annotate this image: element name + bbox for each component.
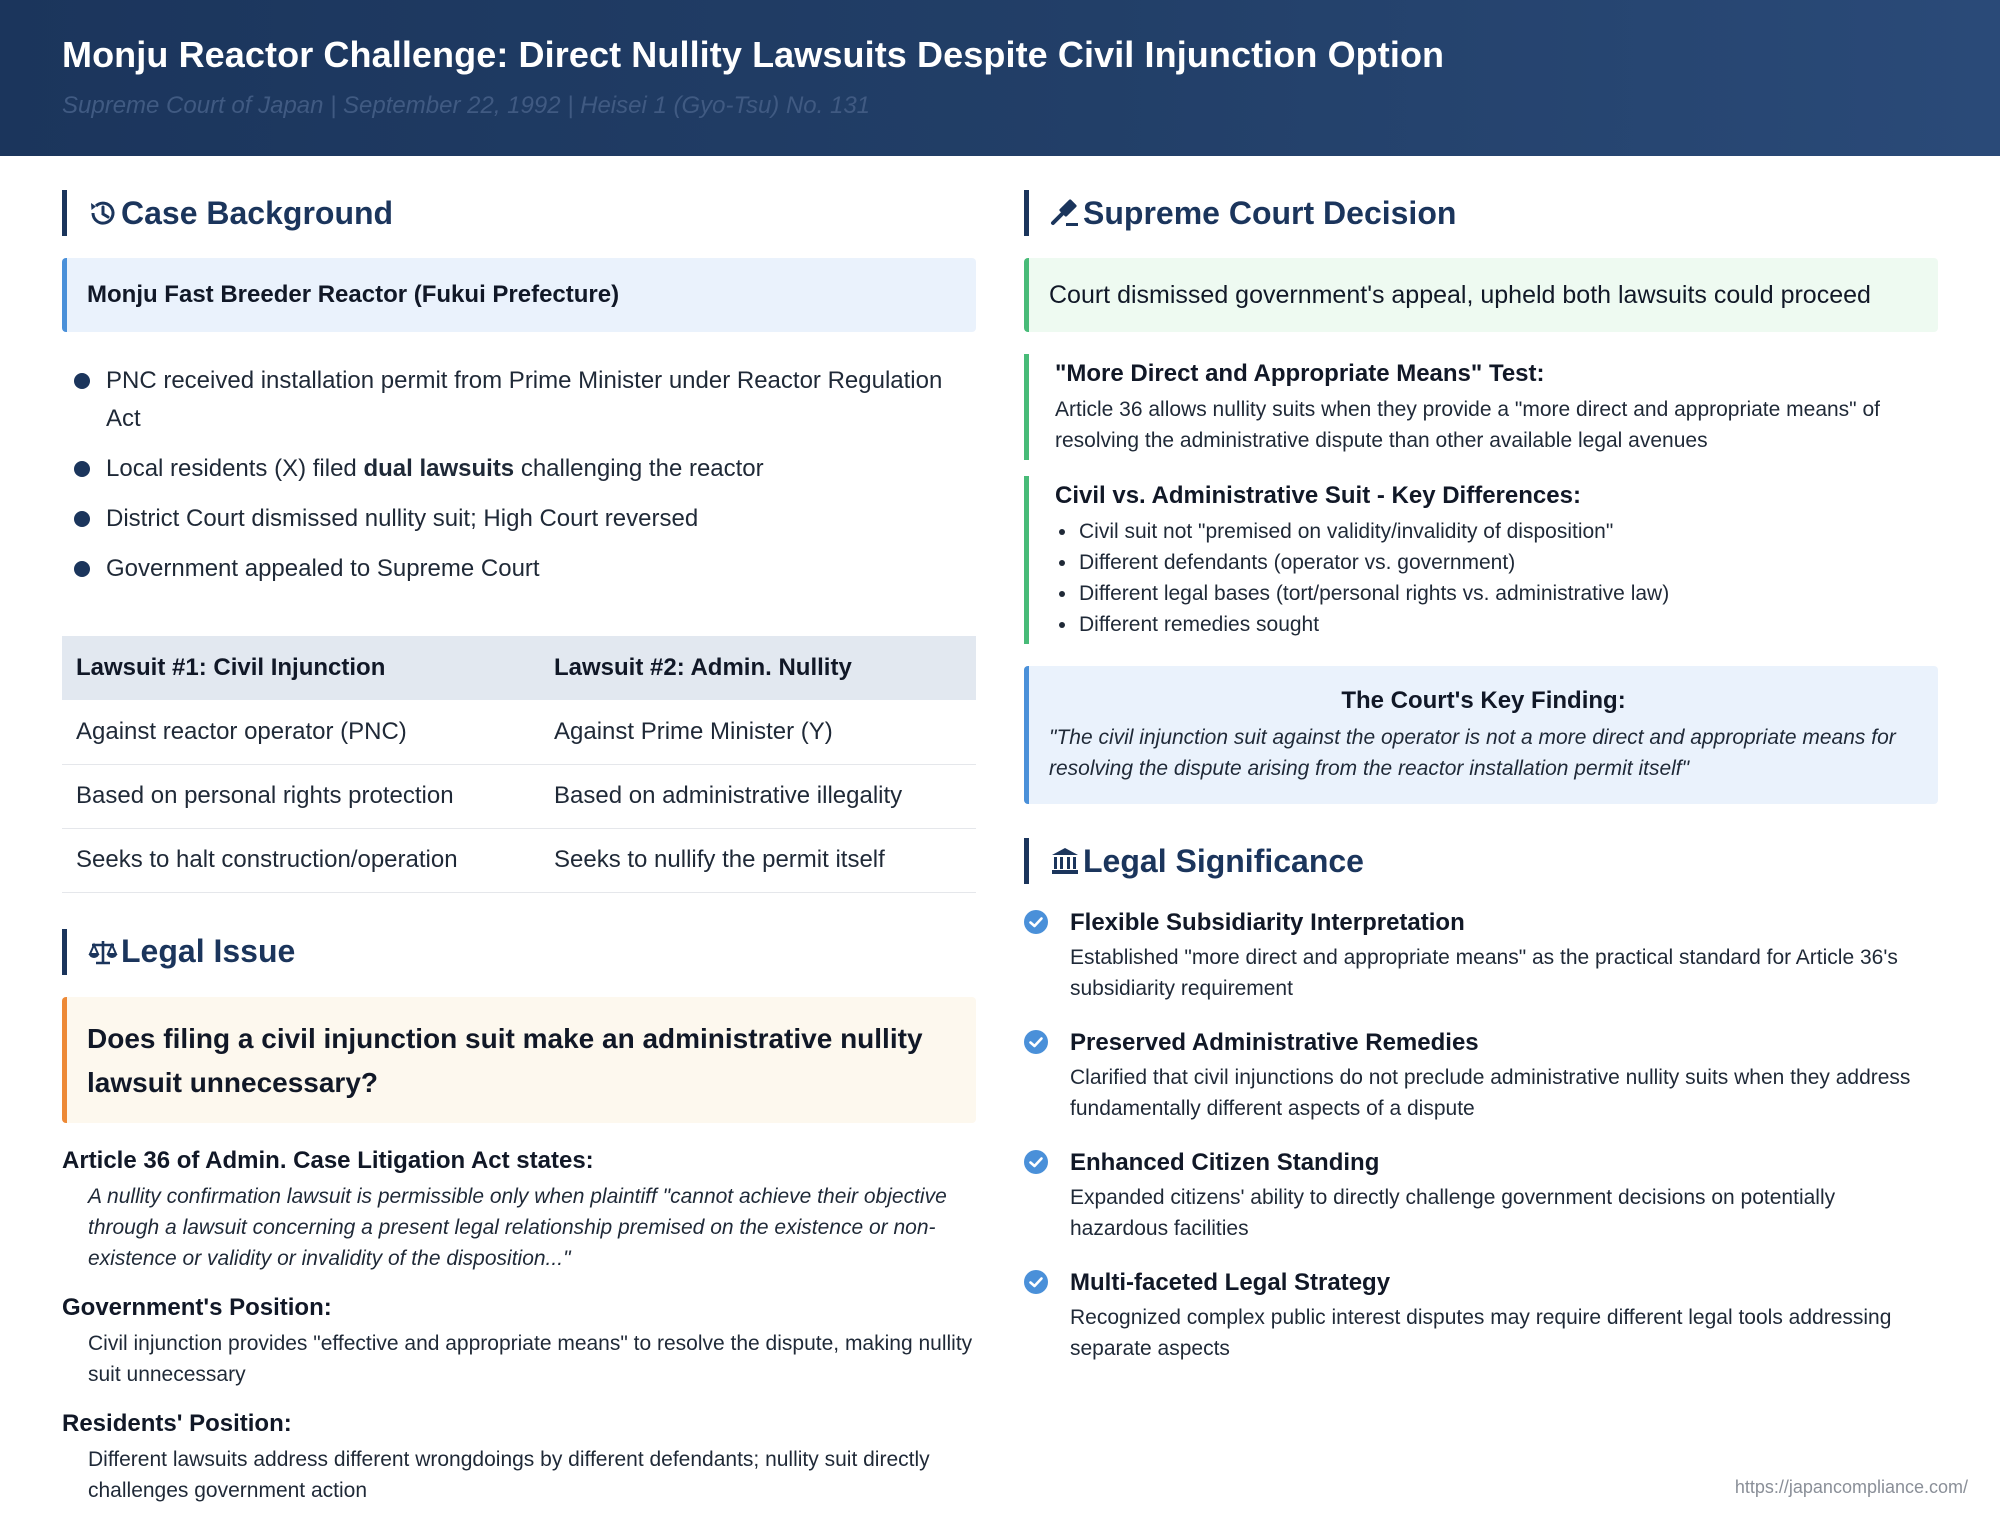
residents-position-text: Different lawsuits address different wrongdoings by different defendants; nullity suit directly challenges government action <box>88 1447 930 1502</box>
table-row <box>62 828 976 892</box>
table-cell: Based on personal rights protection <box>62 764 540 828</box>
list-item: Different legal bases (tort/personal rights vs. administrative law) <box>1055 578 1938 609</box>
article-quote: A nullity confirmation lawsuit is permissible only when plaintiff "cannot achieve their objective through a lawsuit concerning a present legal relationship premised on the existence or non-existence or validity or invalidity of the disposition..." <box>88 1184 947 1270</box>
table-cell: Seeks to nullify the permit itself <box>540 828 976 892</box>
table-cell: Against Prime Minister (Y) <box>540 700 976 764</box>
check-circle-icon <box>1024 910 1048 934</box>
bullet-text: PNC received installation permit from Prime Minister under Reactor Regulation Act <box>106 367 943 432</box>
significance-item <box>1024 1266 1938 1364</box>
legal-issue-heading <box>62 929 976 975</box>
significance-item <box>1024 906 1938 1004</box>
background-bullets <box>62 362 976 588</box>
list-item <box>62 500 976 538</box>
case-background-title: Case Background <box>121 194 394 231</box>
bullet-text: District Court dismissed nullity suit; High Court reversed <box>106 505 699 532</box>
list-item <box>62 550 976 588</box>
landmark-icon <box>1049 845 1081 877</box>
significance-item-text: Clarified that civil injunctions do not preclude administrative nullity suits when they address fundamentally different aspects of a dispute <box>1070 1066 1911 1120</box>
page-header <box>0 0 2000 156</box>
list-item: Different defendants (operator vs. government) <box>1055 547 1938 578</box>
right-column <box>1024 156 1938 1386</box>
history-icon <box>87 197 119 229</box>
significance-item <box>1024 1026 1938 1124</box>
bullet-dot <box>74 561 90 577</box>
significance-heading <box>1024 838 1938 884</box>
legal-issue-title: Legal Issue <box>121 933 296 969</box>
list-item <box>62 362 976 438</box>
decision-title: Supreme Court Decision <box>1083 194 1457 231</box>
test-block <box>1024 354 1938 460</box>
left-column <box>62 156 976 1506</box>
case-background-heading <box>62 190 976 236</box>
government-position-heading: Government's Position: <box>62 1293 332 1321</box>
lawsuit-comparison-table <box>62 636 976 893</box>
bullet-bold-text: dual lawsuits <box>363 455 515 482</box>
bullet-dot <box>74 511 90 527</box>
significance-item-title: Multi-faceted Legal Strategy <box>1070 1269 1391 1296</box>
test-title: "More Direct and Appropriate Means" Test: <box>1055 360 1545 387</box>
list-item: Different remedies sought <box>1055 609 1938 640</box>
table-row <box>62 764 976 828</box>
bullet-text: Local residents (X) filed <box>106 455 364 482</box>
article-heading: Article 36 of Admin. Case Litigation Act states: <box>62 1146 594 1174</box>
decision-heading <box>1024 190 1938 236</box>
column-header: Lawsuit #1: Civil Injunction <box>62 636 540 700</box>
key-finding-title: The Court's Key Finding: <box>1341 687 1626 714</box>
list-item <box>62 450 976 488</box>
table-cell: Against reactor operator (PNC) <box>62 700 540 764</box>
check-circle-icon <box>1024 1270 1048 1294</box>
key-finding-quote: "The civil injunction suit against the operator is not a more direct and appropriate means for resolving the dispute arising from the reactor installation permit itself" <box>1049 726 1896 780</box>
differences-block <box>1024 476 1938 644</box>
list-item: Civil suit not "premised on validity/invalidity of disposition" <box>1055 516 1938 547</box>
significance-item-title: Flexible Subsidiarity Interpretation <box>1070 909 1465 936</box>
check-circle-icon <box>1024 1150 1048 1174</box>
check-circle-icon <box>1024 1030 1048 1054</box>
scales-icon <box>87 936 119 968</box>
bullet-text: Government appealed to Supreme Court <box>106 555 540 582</box>
significance-item-text: Recognized complex public interest disputes may require different legal tools addressing separate aspects <box>1070 1306 1892 1360</box>
government-position-text: Civil injunction provides "effective and appropriate means" to resolve the dispute, making nullity suit unnecessary <box>88 1331 973 1386</box>
significance-title: Legal Significance <box>1083 842 1364 879</box>
residents-position-heading: Residents' Position: <box>62 1409 292 1437</box>
bullet-text: challenging the reactor <box>514 455 764 482</box>
page-subtitle: Supreme Court of Japan | September 22, 1992 | Heisei 1 (Gyo-Tsu) No. 131 <box>62 92 871 119</box>
column-header: Lawsuit #2: Admin. Nullity <box>540 636 976 700</box>
page-title: Monju Reactor Challenge: Direct Nullity Lawsuits Despite Civil Injunction Option <box>62 34 1445 75</box>
source-url[interactable]: https://japancompliance.com/ <box>1734 1477 1968 1497</box>
bullet-dot <box>74 373 90 389</box>
bullet-dot <box>74 461 90 477</box>
gavel-icon <box>1049 197 1081 229</box>
table-row <box>62 700 976 764</box>
significance-item <box>1024 1146 1938 1244</box>
differences-list <box>1055 516 1938 640</box>
test-text: Article 36 allows nullity suits when they provide a "more direct and appropriate means" of resolving the administrative dispute than other available legal avenues <box>1055 398 1880 452</box>
key-finding-box <box>1024 666 1938 804</box>
table-cell: Based on administrative illegality <box>540 764 976 828</box>
issue-question: Does filing a civil injunction suit make an administrative nullity lawsuit unnecessary? <box>62 997 976 1123</box>
table-cell: Seeks to halt construction/operation <box>62 828 540 892</box>
reactor-callout: Monju Fast Breeder Reactor (Fukui Prefecture) <box>62 258 976 332</box>
differences-title: Civil vs. Administrative Suit - Key Differences: <box>1055 482 1581 509</box>
significance-item-text: Expanded citizens' ability to directly challenge government decisions on potentially hazardous facilities <box>1070 1186 1836 1240</box>
table-header-row <box>62 636 976 700</box>
significance-item-title: Preserved Administrative Remedies <box>1070 1029 1479 1056</box>
significance-item-title: Enhanced Citizen Standing <box>1070 1149 1380 1176</box>
significance-item-text: Established "more direct and appropriate means" as the practical standard for Article 36's subsidiarity requirement <box>1070 946 1898 1000</box>
decision-callout: Court dismissed government's appeal, upheld both lawsuits could proceed <box>1024 258 1938 332</box>
